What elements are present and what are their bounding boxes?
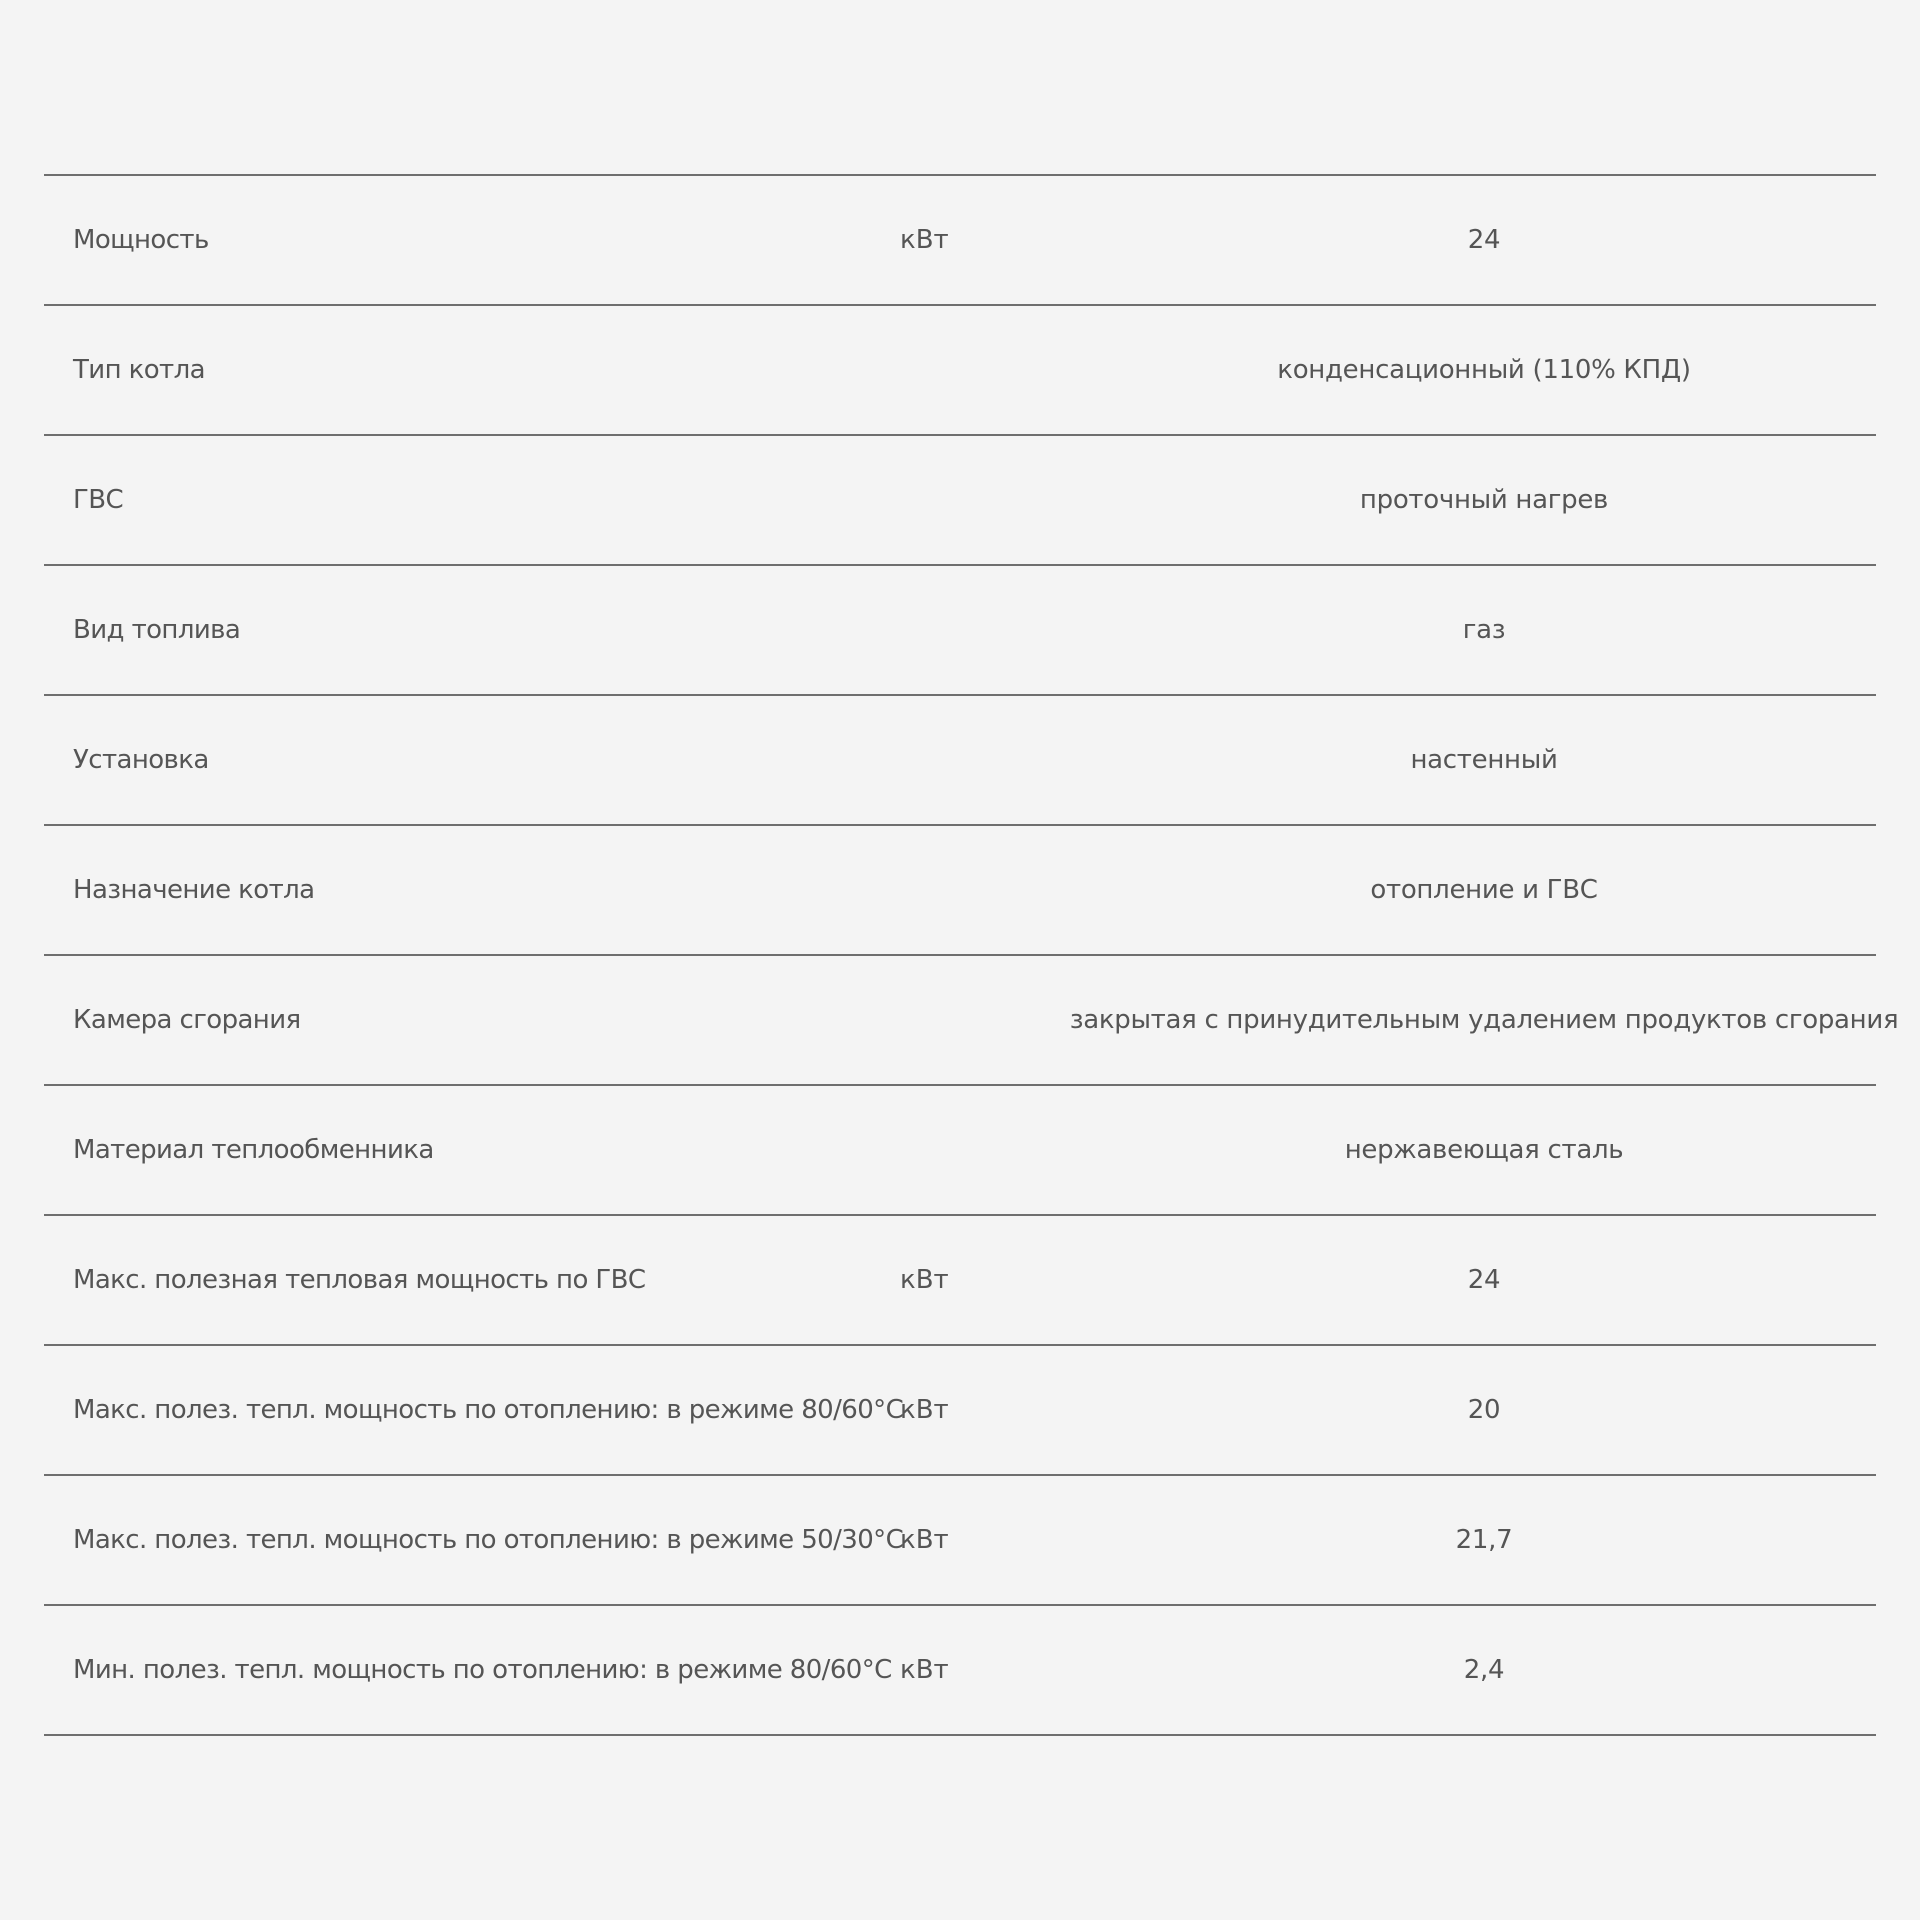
spec-value: 24 xyxy=(1467,225,1501,255)
spec-name: Макс. полезная тепловая мощность по ГВС xyxy=(73,1265,646,1295)
spec-value: 24 xyxy=(1467,1265,1501,1295)
spec-unit: кВт xyxy=(900,225,949,255)
spec-row xyxy=(44,566,1876,696)
spec-value: 21,7 xyxy=(1455,1525,1513,1555)
spec-unit xyxy=(900,826,990,954)
spec-value: настенный xyxy=(1410,745,1558,775)
spec-unit: кВт xyxy=(900,1655,949,1685)
spec-value: газ xyxy=(1462,615,1506,645)
spec-unit: кВт xyxy=(900,1525,949,1555)
spec-value: 20 xyxy=(1467,1395,1501,1425)
spec-row xyxy=(44,1086,1876,1216)
spec-row xyxy=(44,306,1876,436)
spec-name: Макс. полез. тепл. мощность по отоплению: в режиме 80/60°С xyxy=(73,1395,904,1425)
spec-unit xyxy=(900,956,990,1084)
spec-row xyxy=(44,176,1876,306)
spec-name: Мин. полез. тепл. мощность по отоплению: в режиме 80/60°С xyxy=(73,1655,892,1685)
spec-row xyxy=(44,956,1899,1086)
spec-name: Тип котла xyxy=(73,355,205,385)
spec-unit xyxy=(900,696,990,824)
spec-name: Камера сгорания xyxy=(73,1005,301,1035)
spec-row xyxy=(44,436,1876,566)
spec-name: Назначение котла xyxy=(73,875,315,905)
spec-row xyxy=(44,1346,1876,1476)
spec-unit: кВт xyxy=(900,1265,949,1295)
spec-name: Вид топлива xyxy=(73,615,241,645)
spec-name: Материал теплообменника xyxy=(73,1135,434,1165)
spec-value: 2,4 xyxy=(1463,1655,1505,1685)
spec-name: Макс. полез. тепл. мощность по отоплению: в режиме 50/30°С xyxy=(73,1525,904,1555)
spec-row xyxy=(44,826,1876,956)
spec-row xyxy=(44,1606,1876,1736)
spec-value: конденсационный (110% КПД) xyxy=(1277,355,1691,385)
specs-table xyxy=(44,174,1899,1736)
spec-name: Мощность xyxy=(73,225,209,255)
spec-unit xyxy=(900,566,990,694)
spec-value: закрытая с принудительным удалением продуктов сгорания xyxy=(1069,1005,1899,1035)
spec-value: проточный нагрев xyxy=(1359,485,1609,515)
spec-unit xyxy=(900,306,990,434)
spec-row xyxy=(44,1476,1876,1606)
spec-unit: кВт xyxy=(900,1395,949,1425)
spec-unit xyxy=(900,1086,990,1214)
spec-value: нержавеющая сталь xyxy=(1344,1135,1624,1165)
spec-name: ГВС xyxy=(73,485,124,515)
spec-name: Установка xyxy=(73,745,209,775)
spec-row xyxy=(44,696,1876,826)
spec-unit xyxy=(900,436,990,564)
spec-value: отопление и ГВС xyxy=(1370,875,1598,905)
spec-row xyxy=(44,1216,1876,1346)
